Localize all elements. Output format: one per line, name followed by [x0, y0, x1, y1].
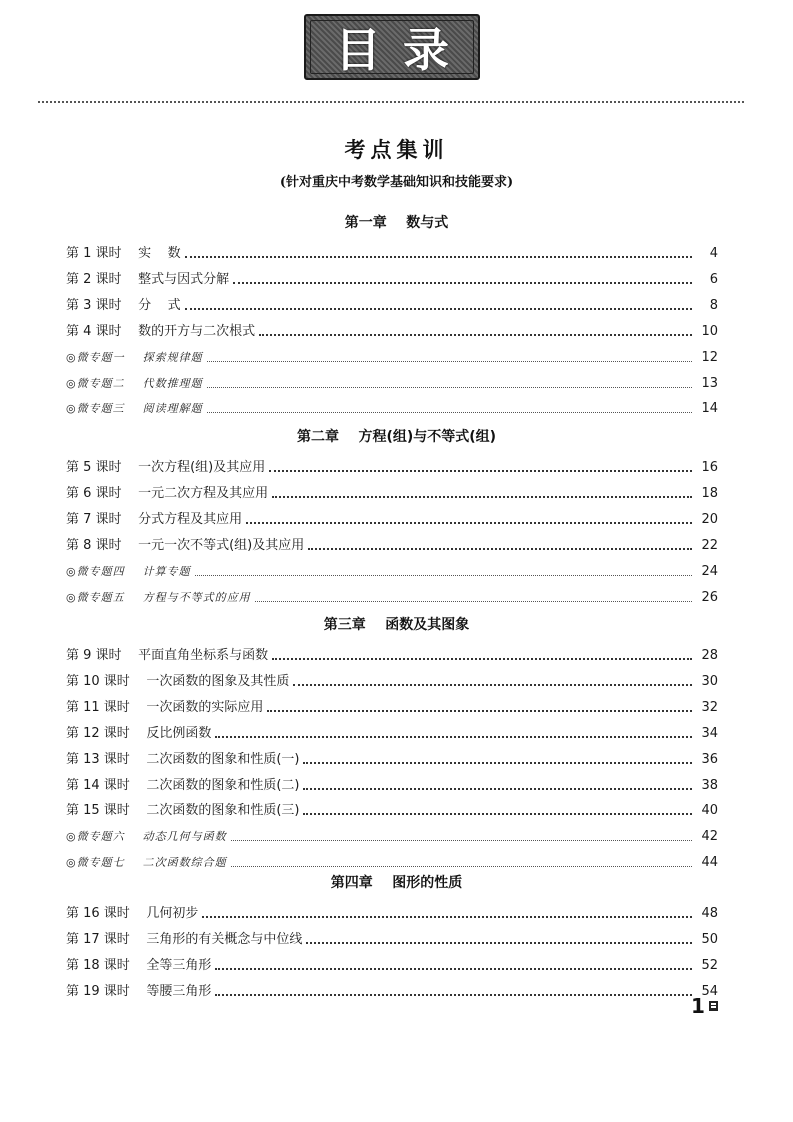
dot-leader	[303, 813, 692, 815]
section-title: 考点集训	[344, 137, 449, 162]
toc-entry-label: 第 17 课时 三角形的有关概念与中位线	[66, 931, 303, 947]
dot-leader	[207, 412, 692, 413]
toc-entry-special-topic[interactable]	[66, 560, 718, 580]
dot-leader	[231, 866, 692, 867]
toc-entry-lesson[interactable]	[66, 748, 718, 768]
toc-entry-lesson[interactable]	[66, 456, 718, 476]
page-mark-icon	[709, 1001, 718, 1011]
page-number: 1	[691, 994, 705, 1018]
toc-entry-lesson[interactable]	[66, 268, 718, 288]
toc-entry-lesson[interactable]	[66, 928, 718, 948]
dot-leader	[185, 256, 692, 258]
toc-entry-label: ◎微专题五 方程与不等式的应用	[66, 590, 251, 604]
top-dotted-divider	[38, 101, 744, 103]
toc-entry-special-topic[interactable]	[66, 397, 718, 417]
toc-entry-special-topic[interactable]	[66, 851, 718, 871]
toc-entry-page: 12	[701, 349, 718, 365]
toc-entry-lesson[interactable]	[66, 294, 718, 314]
dot-leader	[202, 916, 692, 918]
toc-entry-lesson[interactable]	[66, 696, 718, 716]
dot-leader	[269, 470, 692, 472]
toc-entry-page: 10	[701, 323, 718, 339]
toc-entry-page: 16	[701, 460, 718, 475]
toc-entry-label: 第 8 课时 一元一次不等式(组)及其应用	[66, 537, 305, 553]
toc-entry-page: 38	[701, 777, 718, 793]
toc-entry-label: 第 1 课时 实 数	[66, 246, 181, 261]
toc-entry-special-topic[interactable]	[66, 825, 718, 845]
dot-leader	[195, 575, 692, 576]
toc-entry-label: 第 15 课时 二次函数的图象和性质(三)	[66, 803, 300, 819]
toc-entry-label: 第 19 课时 等腰三角形	[66, 983, 212, 999]
toc-entry-lesson[interactable]	[66, 799, 718, 819]
chapter-heading: 第四章 图形的性质	[330, 875, 463, 891]
toc-entry-page: 28	[701, 648, 718, 663]
toc-entry-page: 20	[701, 511, 718, 527]
toc-entry-label: 第 6 课时 一元二次方程及其应用	[66, 485, 269, 501]
toc-entry-page: 36	[701, 751, 718, 767]
toc-entry-page: 40	[701, 803, 718, 819]
dot-leader	[267, 710, 692, 712]
dot-leader	[255, 601, 692, 602]
toc-entry-page: 6	[709, 271, 718, 287]
toc-entry-special-topic[interactable]	[66, 346, 718, 366]
section-subtitle: (针对重庆中考数学基础知识和技能要求)	[279, 175, 514, 190]
dot-leader	[233, 282, 692, 284]
toc-entry-label: 第 5 课时 一次方程(组)及其应用	[66, 460, 266, 475]
toc-entry-lesson[interactable]	[66, 774, 718, 794]
toc-entry-label: 第 7 课时 分式方程及其应用	[66, 511, 243, 527]
toc-entry-lesson[interactable]	[66, 534, 718, 554]
toc-entry-page: 13	[701, 375, 718, 391]
toc-entry-label: 第 4 课时 数的开方与二次根式	[66, 323, 256, 339]
toc-entry-label: 第 9 课时 平面直角坐标系与函数	[66, 648, 269, 663]
toc-entry-page: 24	[701, 563, 718, 579]
chapter-heading: 第一章 数与式	[344, 215, 449, 231]
toc-entry-label: 第 18 课时 全等三角形	[66, 957, 212, 973]
toc-entry-label: ◎微专题一 探索规律题	[66, 350, 203, 364]
dot-leader	[215, 968, 692, 970]
toc-entry-label: 第 3 课时 分 式	[66, 297, 181, 313]
dot-leader	[303, 788, 692, 790]
dot-leader	[293, 684, 692, 686]
toc-entry-label: 第 12 课时 反比例函数	[66, 725, 212, 741]
toc-entry-page: 32	[701, 699, 718, 715]
toc-entry-page: 48	[701, 906, 718, 921]
toc-entry-label: 第 13 课时 二次函数的图象和性质(一)	[66, 751, 300, 767]
toc-entry-label: 第 2 课时 整式与因式分解	[66, 271, 230, 287]
toc-entry-label: 第 14 课时 二次函数的图象和性质(二)	[66, 777, 300, 793]
toc-entry-label: ◎微专题四 计算专题	[66, 564, 191, 578]
toc-entry-page: 50	[701, 931, 718, 947]
dot-leader	[246, 522, 692, 524]
toc-entry-lesson[interactable]	[66, 644, 718, 664]
toc-entry-label: ◎微专题二 代数推理题	[66, 376, 203, 390]
dot-leader	[207, 361, 692, 362]
toc-entry-page: 52	[701, 957, 718, 973]
toc-entry-page: 44	[701, 855, 718, 871]
chapter-heading: 第三章 函数及其图象	[323, 617, 470, 633]
toc-entry-label: 第 16 课时 几何初步	[66, 906, 199, 921]
toc-entry-lesson[interactable]	[66, 980, 718, 1000]
dot-leader	[185, 308, 692, 310]
dot-leader	[303, 762, 692, 764]
toc-entry-lesson[interactable]	[66, 722, 718, 742]
dot-leader	[308, 548, 692, 550]
title-char-1: 目	[335, 23, 381, 77]
dot-leader	[215, 736, 692, 738]
toc-entry-special-topic[interactable]	[66, 372, 718, 392]
toc-entry-page: 4	[709, 246, 718, 261]
toc-entry-label: 第 11 课时 一次函数的实际应用	[66, 699, 264, 715]
toc-entry-label: ◎微专题六 动态几何与函数	[66, 830, 227, 844]
toc-entry-page: 14	[701, 401, 718, 417]
toc-entry-page: 34	[701, 725, 718, 741]
dot-leader	[272, 496, 692, 498]
dot-leader	[272, 658, 692, 660]
toc-entry-lesson[interactable]	[66, 242, 718, 262]
toc-entry-label: 第 10 课时 一次函数的图象及其性质	[66, 673, 290, 689]
toc-entry-page: 54	[701, 983, 718, 999]
toc-entry-lesson[interactable]	[66, 670, 718, 690]
toc-entry-lesson[interactable]	[66, 508, 718, 528]
toc-entry-lesson[interactable]	[66, 902, 718, 922]
dot-leader	[207, 387, 692, 388]
toc-entry-page: 22	[701, 537, 718, 553]
toc-entry-page: 18	[701, 485, 718, 501]
dot-leader	[306, 942, 692, 944]
toc-title-banner	[304, 14, 480, 80]
toc-entry-label: ◎微专题三 阅读理解题	[66, 402, 203, 416]
dot-leader	[259, 334, 692, 336]
toc-entry-page: 8	[709, 297, 718, 313]
toc-entry-lesson[interactable]	[66, 482, 718, 502]
toc-entry-page: 42	[701, 829, 718, 845]
title-char-2: 录	[403, 23, 449, 77]
toc-entry-special-topic[interactable]	[66, 586, 718, 606]
toc-entry-lesson[interactable]	[66, 954, 718, 974]
toc-entry-page: 26	[701, 589, 718, 605]
toc-entry-page: 30	[701, 673, 718, 689]
chapter-heading: 第二章 方程(组)与不等式(组)	[296, 429, 497, 445]
dot-leader	[215, 994, 692, 996]
dot-leader	[231, 840, 692, 841]
toc-entry-lesson[interactable]	[66, 320, 718, 340]
toc-entry-label: ◎微专题七 二次函数综合题	[66, 856, 227, 870]
